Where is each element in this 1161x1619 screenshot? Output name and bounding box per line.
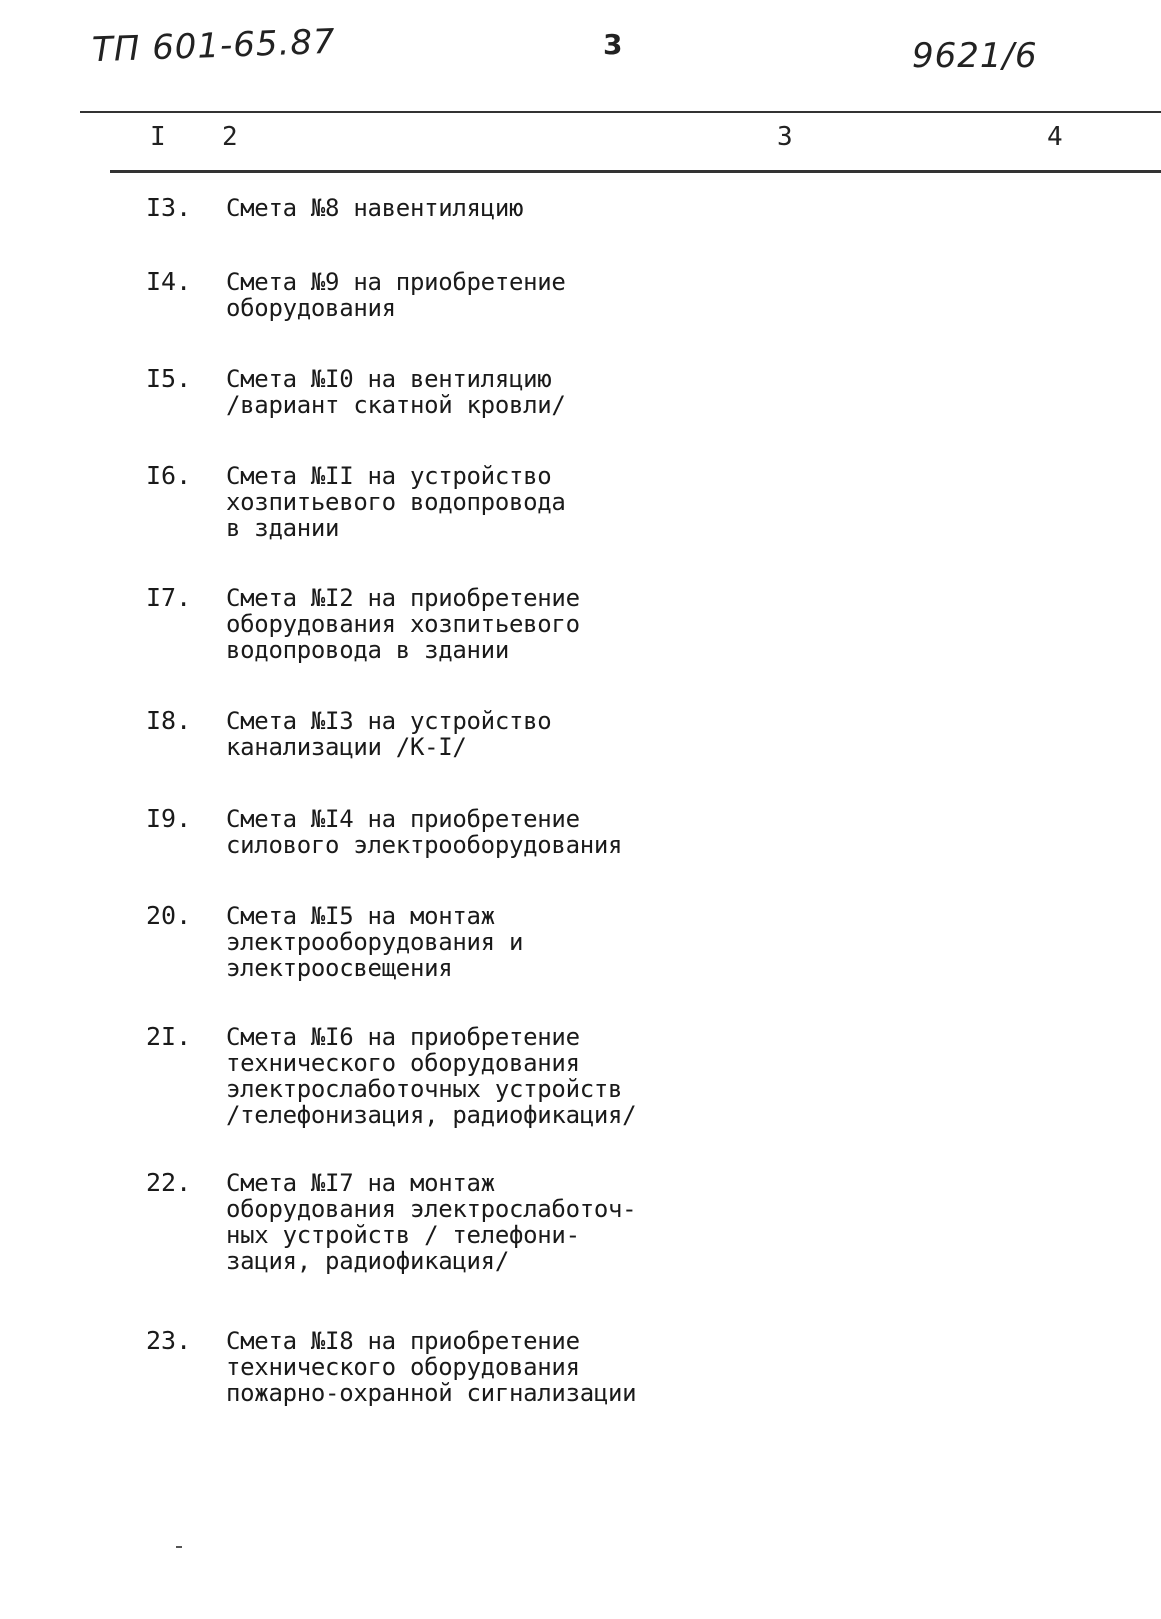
- item-text: [226, 269, 706, 321]
- item-line: канализации /К-I/: [226, 733, 467, 761]
- page-number: 3: [603, 28, 624, 61]
- item-number: I4.: [146, 267, 192, 296]
- item-number: I5.: [146, 364, 192, 393]
- item-line: ных устройств / телефони-: [226, 1221, 580, 1249]
- item-line: Смета №9 на приобретение: [226, 268, 566, 296]
- item-line: в здании: [226, 514, 340, 542]
- item-line: /телефонизация, радиофикация/: [226, 1101, 637, 1129]
- item-line: /вариант скатной кровли/: [226, 391, 566, 419]
- item-line: Смета №I4 на приобретение: [226, 805, 580, 833]
- item-line: оборудования электрослаботоч-: [226, 1195, 637, 1223]
- item-number: 23.: [146, 1326, 192, 1355]
- item-line: технического оборудования: [226, 1353, 580, 1381]
- item-line: зация, радиофикация/: [226, 1247, 509, 1275]
- item-number: 2I.: [146, 1022, 192, 1051]
- item-line: Смета №I6 на приобретение: [226, 1023, 580, 1051]
- item-line: Смета №I0 на вентиляцию: [226, 365, 552, 393]
- item-line: Смета №I5 на монтаж: [226, 902, 495, 930]
- item-text: [226, 463, 706, 541]
- item-line: оборудования хозпитьевого: [226, 610, 580, 638]
- column-header-3: 3: [777, 122, 793, 152]
- item-text: [226, 366, 706, 418]
- item-number: 20.: [146, 901, 192, 930]
- item-number: I8.: [146, 706, 192, 735]
- item-line: оборудования: [226, 294, 396, 322]
- item-number: I9.: [146, 804, 192, 833]
- item-line: Смета №I2 на приобретение: [226, 584, 580, 612]
- item-text: [226, 585, 706, 663]
- item-line: хозпитьевого водопровода: [226, 488, 566, 516]
- table-top-rule: [80, 111, 1161, 113]
- archive-number-handwritten: 9621/6: [912, 36, 1038, 76]
- item-line: Смета №II на устройство: [226, 462, 552, 490]
- item-line: силового электрооборудования: [226, 831, 623, 859]
- item-text: [226, 708, 706, 760]
- column-header-1: I: [150, 122, 166, 152]
- table-header-rule: [110, 170, 1161, 173]
- item-line: технического оборудования: [226, 1049, 580, 1077]
- item-number: 22.: [146, 1168, 192, 1197]
- item-number: I7.: [146, 583, 192, 612]
- item-line: электрослаботочных устройств: [226, 1075, 623, 1103]
- item-number: I6.: [146, 461, 192, 490]
- item-line: электроосвещения: [226, 954, 453, 982]
- column-header-2: 2: [222, 122, 238, 152]
- item-line: пожарно-охранной сигнализации: [226, 1379, 637, 1407]
- item-line: электрооборудования и: [226, 928, 524, 956]
- item-text: [226, 806, 706, 858]
- scan-speck: [176, 1546, 182, 1548]
- item-text: [226, 1024, 706, 1128]
- item-line: водопровода в здании: [226, 636, 509, 664]
- column-header-4: 4: [1047, 122, 1063, 152]
- item-text: [226, 1328, 706, 1406]
- item-text: [226, 1170, 706, 1274]
- document-code-handwritten: ТП 601-65.87: [91, 21, 337, 71]
- item-line: Смета №I8 на приобретение: [226, 1327, 580, 1355]
- item-text: [226, 195, 706, 221]
- item-text: [226, 903, 706, 981]
- item-line: Смета №I3 на устройство: [226, 707, 552, 735]
- item-line: Смета №I7 на монтаж: [226, 1169, 495, 1197]
- item-line: Смета №8 навентиляцию: [226, 194, 524, 222]
- item-number: I3.: [146, 193, 192, 222]
